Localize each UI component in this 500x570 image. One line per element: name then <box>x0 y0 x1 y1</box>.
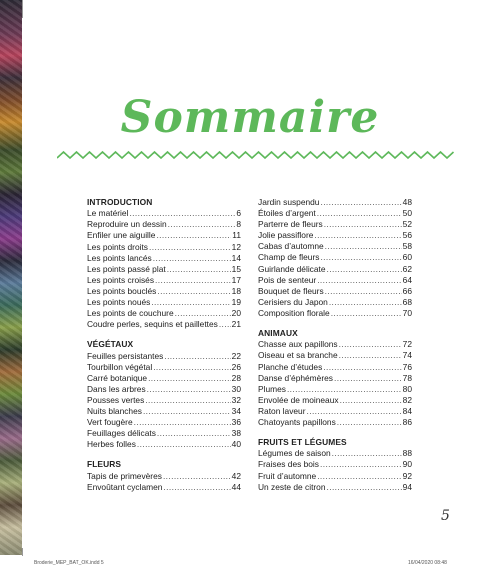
toc-entry[interactable] <box>87 428 241 439</box>
dot-leader <box>320 459 402 470</box>
dot-leader <box>317 208 402 219</box>
toc-entry-page: 70 <box>402 307 412 318</box>
toc-entry-label: Plumes <box>258 383 286 394</box>
toc-entry-page: 82 <box>402 394 412 405</box>
toc-entry-label: Chatoyants papillons <box>258 416 336 427</box>
dot-leader <box>320 252 401 263</box>
toc-entry-page: 21 <box>231 319 241 330</box>
dot-leader <box>143 406 231 417</box>
toc-entry-page: 32 <box>231 395 241 405</box>
toc-entry-label: Planche d’études <box>258 361 323 372</box>
dot-leader <box>168 219 236 230</box>
dot-leader <box>339 350 402 361</box>
toc-entry[interactable] <box>87 373 241 384</box>
toc-entry-label: Nuits blanches <box>87 406 142 417</box>
toc-entry-page: 56 <box>402 230 412 241</box>
toc-entry-page: 86 <box>402 416 412 427</box>
toc-entry-label: Feuillages délicats <box>87 428 156 439</box>
toc-entry-label: Les points bouclés <box>87 285 157 296</box>
toc-section-vegetaux <box>87 339 241 450</box>
toc-entry-page: 42 <box>231 470 241 481</box>
dot-leader <box>153 362 230 373</box>
toc-entry-page: 34 <box>231 406 241 417</box>
dot-leader <box>327 264 402 275</box>
toc-entry-page: 36 <box>231 417 241 428</box>
toc-entry-label: Cabas d’automne <box>258 241 324 252</box>
dot-leader <box>163 471 231 482</box>
toc-entry-label: Cerisiers du Japon <box>258 296 328 307</box>
toc-entry-page: 76 <box>402 361 412 372</box>
toc-entry[interactable] <box>258 471 412 482</box>
toc-entry-page: 60 <box>402 252 412 263</box>
toc-section-continued <box>258 197 412 319</box>
dot-leader <box>134 417 231 428</box>
toc-entry-page: 28 <box>231 372 241 383</box>
dot-leader <box>151 297 230 308</box>
section-heading: FLEURS <box>87 459 122 470</box>
toc-section-introduction <box>87 197 241 330</box>
toc-entry-label: Chasse aux papillons <box>258 339 338 350</box>
toc-entry[interactable] <box>87 406 241 417</box>
toc-entry[interactable] <box>87 230 241 241</box>
dot-leader <box>332 448 402 459</box>
toc-entry-label: Les points droits <box>87 241 148 252</box>
toc-entry-page: 44 <box>231 481 241 492</box>
footer-filename: Broderie_MEP_BAT_OK.indd 5 <box>34 560 104 566</box>
dot-leader <box>153 253 231 264</box>
section-heading: VÉGÉTAUX <box>87 339 134 350</box>
toc-entry[interactable] <box>258 384 412 395</box>
toc-entry-page: 14 <box>231 252 241 263</box>
dot-leader <box>164 351 230 362</box>
section-heading: FRUITS ET LÉGUMES <box>258 437 347 448</box>
toc-entry-page: 48 <box>402 197 412 207</box>
toc-entry[interactable] <box>258 339 412 350</box>
toc-entry[interactable] <box>87 242 241 253</box>
toc-entry-label: Les points lancés <box>87 252 152 263</box>
toc-entry[interactable] <box>87 439 241 450</box>
toc-entry-page: 18 <box>231 285 241 296</box>
toc-entry-label: Fruit d’automne <box>258 470 317 481</box>
toc-right-column <box>258 197 412 502</box>
dot-leader <box>287 384 402 395</box>
toc-entry-label: Fraises des bois <box>258 459 319 470</box>
toc-entry-label: Envoûtant cyclamen <box>87 481 163 492</box>
dot-leader <box>325 241 402 252</box>
toc-entry-page: 50 <box>402 208 412 219</box>
toc-entry[interactable] <box>258 297 412 308</box>
toc-entry-label: Les points croisés <box>87 274 155 285</box>
toc-entry-label: Oiseau et sa branche <box>258 350 338 361</box>
toc-entry[interactable] <box>87 297 241 308</box>
toc-entry-page: 30 <box>231 383 241 394</box>
toc-entry-page: 38 <box>231 428 241 439</box>
toc-entry[interactable] <box>258 275 412 286</box>
toc-entry-page: 88 <box>402 448 412 459</box>
zigzag-divider <box>57 150 457 160</box>
dot-leader <box>340 395 402 406</box>
toc-entry-label: Les points de couchure <box>87 308 174 319</box>
toc-entry-label: Les points passé plat <box>87 263 166 274</box>
footer-timestamp: 16/04/2020 08:48 <box>408 560 447 566</box>
toc-entry-page: 58 <box>402 241 412 252</box>
toc-entry-label: Le matériel <box>87 208 129 219</box>
toc-entry-label: Champ de fleurs <box>258 252 320 263</box>
dot-leader <box>334 373 402 384</box>
toc-entry-label: Étoiles d’argent <box>258 208 316 219</box>
toc-entry[interactable] <box>87 264 241 275</box>
toc-entry[interactable] <box>258 417 412 428</box>
toc-entry[interactable] <box>258 459 412 470</box>
page-title: Sommaire <box>120 92 380 143</box>
embroidery-thread-photo <box>0 0 22 555</box>
dot-leader <box>145 395 230 406</box>
dot-leader <box>175 308 231 319</box>
toc-entry[interactable] <box>87 482 241 493</box>
toc-entry-label: Légumes de saison <box>258 448 331 459</box>
toc-entry-label: Bouquet de fleurs <box>258 285 324 296</box>
toc-entry-page: 20 <box>231 308 241 319</box>
toc-entry[interactable] <box>87 471 241 482</box>
toc-entry[interactable] <box>87 253 241 264</box>
dot-leader <box>317 471 401 482</box>
dot-leader <box>156 230 231 241</box>
toc-entry-label: Pousses vertes <box>87 395 145 405</box>
toc-entry-label: Jolie passiflore <box>258 230 314 241</box>
toc-entry[interactable] <box>258 264 412 275</box>
dot-leader <box>339 339 402 350</box>
toc-entry[interactable] <box>258 373 412 384</box>
dot-leader <box>149 242 231 253</box>
dot-leader <box>307 406 402 417</box>
toc-left-column <box>87 197 241 502</box>
section-heading: ANIMAUX <box>258 328 298 339</box>
page-number: 5 <box>441 508 450 524</box>
dot-leader <box>337 417 402 428</box>
toc-section-fleurs <box>87 459 241 492</box>
dot-leader <box>327 482 402 493</box>
dot-leader <box>129 208 235 219</box>
toc-entry-label: Parterre de fleurs <box>258 219 323 230</box>
dot-leader <box>167 264 231 275</box>
toc-entry[interactable] <box>87 208 241 219</box>
toc-entry-label: Un zeste de citron <box>258 481 326 492</box>
toc-entry[interactable] <box>258 241 412 252</box>
toc-entry-page: 64 <box>402 274 412 285</box>
toc-entry-label: Tapis de primevères <box>87 470 162 481</box>
dot-leader <box>325 286 402 297</box>
dot-leader <box>147 384 231 395</box>
toc-section-animaux <box>258 328 412 428</box>
toc-entry-page: 84 <box>402 405 412 416</box>
dot-leader <box>314 230 401 241</box>
dot-leader <box>324 219 402 230</box>
toc-entry[interactable] <box>258 482 412 493</box>
toc-entry-page: 52 <box>402 219 412 230</box>
toc-entry-page: 12 <box>231 241 241 252</box>
toc-entry-label: Enfiler une aiguille <box>87 230 156 241</box>
dot-leader <box>323 362 401 373</box>
toc-entry-page: 92 <box>402 470 412 481</box>
toc-entry-page: 94 <box>402 481 412 492</box>
dot-leader <box>331 308 402 319</box>
toc-entry-label: Carré botanique <box>87 372 148 383</box>
dot-leader <box>329 297 402 308</box>
toc-entry[interactable] <box>258 219 412 230</box>
dot-leader <box>155 275 231 286</box>
toc-entry[interactable] <box>258 252 412 263</box>
toc-entry-label: Les points noués <box>87 297 151 308</box>
dot-leader <box>157 428 231 439</box>
dot-leader <box>163 482 230 493</box>
toc-entry-page: 80 <box>402 383 412 394</box>
toc-entry-page: 74 <box>402 350 412 361</box>
crop-mark-bottom <box>22 548 23 556</box>
toc-section-fruits-et-legumes <box>258 437 412 493</box>
toc-entry[interactable] <box>258 448 412 459</box>
toc-entry[interactable] <box>258 406 412 417</box>
toc-entry[interactable] <box>258 197 412 208</box>
toc-entry-label: Composition florale <box>258 307 330 318</box>
toc-entry[interactable] <box>258 362 412 373</box>
dot-leader <box>320 197 401 208</box>
toc-entry-page: 90 <box>402 459 412 470</box>
toc-entry[interactable] <box>87 319 241 330</box>
toc-entry-label: Tourbillon végétal <box>87 361 153 372</box>
toc-entry-label: Envolée de moineaux <box>258 394 339 405</box>
toc-entry-label: Reproduire un dessin <box>87 219 167 230</box>
toc-entry[interactable] <box>87 351 241 362</box>
toc-entry[interactable] <box>258 208 412 219</box>
toc-entry-page: 72 <box>402 339 412 350</box>
dot-leader <box>157 286 230 297</box>
dot-leader <box>137 439 231 450</box>
toc-entry-label: Feuilles persistantes <box>87 350 164 361</box>
toc-entry[interactable] <box>258 308 412 319</box>
toc-entry[interactable] <box>258 395 412 406</box>
toc-entry-page: 62 <box>402 263 412 274</box>
toc-entry-page: 66 <box>402 285 412 296</box>
toc-entry[interactable] <box>87 395 241 406</box>
toc-entry[interactable] <box>258 350 412 361</box>
toc-entry-page: 17 <box>231 274 241 285</box>
toc-entry-label: Guirlande délicate <box>258 263 326 274</box>
toc-entry[interactable] <box>87 362 241 373</box>
section-heading: INTRODUCTION <box>87 197 153 207</box>
toc-entry-page: 22 <box>231 350 241 361</box>
toc-entry-page: 19 <box>231 297 241 308</box>
toc-entry-label: Vert fougère <box>87 417 133 428</box>
dot-leader <box>219 319 231 330</box>
toc-entry-label: Herbes folles <box>87 439 136 450</box>
toc-entry-page: 26 <box>231 361 241 372</box>
toc-entry[interactable] <box>87 219 241 230</box>
dot-leader <box>148 373 231 384</box>
toc-entry-label: Dans les arbres <box>87 383 146 394</box>
toc-entry-page: 68 <box>402 296 412 307</box>
toc-entry-page: 40 <box>231 439 241 450</box>
toc-entry[interactable] <box>87 286 241 297</box>
toc-entry-page: 78 <box>402 372 412 383</box>
toc-entry-label: Danse d’éphémères <box>258 372 333 383</box>
crop-mark-top <box>22 0 23 18</box>
toc-entry-page: 11 <box>232 230 241 241</box>
toc-entry[interactable] <box>87 308 241 319</box>
toc-entry-label: Jardin suspendu <box>258 197 320 207</box>
toc-entry[interactable] <box>87 384 241 395</box>
toc-entry-page: 15 <box>231 263 241 274</box>
toc-entry-page: 6 <box>236 208 241 219</box>
toc-entry-label: Pois de senteur <box>258 274 317 285</box>
toc-entry-page: 8 <box>236 219 241 230</box>
toc-entry[interactable] <box>87 275 241 286</box>
toc-entry[interactable] <box>258 230 412 241</box>
toc-entry-label: Coudre perles, sequins et paillettes <box>87 319 218 330</box>
toc-entry[interactable] <box>258 286 412 297</box>
toc-entry[interactable] <box>87 417 241 428</box>
dot-leader <box>317 275 401 286</box>
toc-entry-label: Raton laveur <box>258 405 306 416</box>
